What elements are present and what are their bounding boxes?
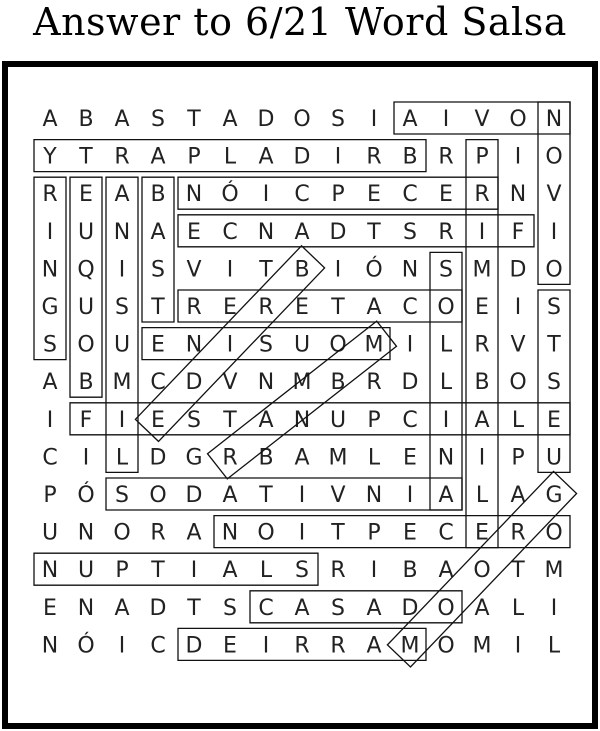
grid-letter-r2-c3: B [150, 182, 166, 208]
grid-letter-r2-c1: E [79, 182, 93, 208]
grid-letter-r0-c1: B [78, 107, 94, 132]
grid-letter-r3-c1: U [77, 219, 95, 245]
grid-letter-r4-c6: T [259, 257, 273, 283]
grid-letter-r5-c7: E [295, 295, 309, 320]
grid-letter-r13-c9: A [366, 595, 382, 621]
grid-letter-r14-c0: N [41, 633, 59, 659]
grid-letter-r1-c10: B [402, 144, 418, 170]
answer-box-casado [250, 591, 462, 623]
grid-letter-r0-c14: N [545, 107, 563, 132]
grid-letter-r13-c2: A [114, 595, 130, 621]
answer-box-nuptials [34, 553, 318, 585]
grid-letter-r10-c14: G [545, 483, 563, 508]
grid-letter-r14-c9: A [366, 633, 382, 659]
grid-letter-r6-c1: O [77, 332, 95, 358]
grid-letter-r2-c14: V [546, 182, 562, 208]
grid-letter-r4-c4: V [186, 257, 202, 283]
grid-letter-r13-c4: T [187, 595, 201, 621]
grid-letter-r6-c8: O [329, 332, 347, 358]
grid-letter-r10-c12: L [475, 483, 489, 508]
grid-letter-r6-c0: S [43, 332, 57, 358]
grid-letter-r2-c11: E [439, 182, 453, 208]
grid-letter-r2-c9: E [367, 182, 381, 208]
grid-letter-r5-c14: S [547, 295, 561, 320]
grid-letter-r13-c0: E [43, 595, 57, 621]
grid-letter-r12-c10: B [402, 558, 418, 584]
grid-letter-r8-c8: U [329, 407, 347, 433]
grid-letter-r9-c3: D [149, 445, 167, 471]
grid-letter-r11-c0: U [41, 520, 59, 546]
grid-letter-r3-c10: S [403, 219, 417, 245]
grid-letter-r11-c3: R [150, 520, 166, 546]
grid-letter-r1-c8: I [334, 144, 342, 170]
grid-letter-r4-c3: S [151, 257, 165, 283]
grid-letter-r13-c5: S [223, 595, 237, 621]
grid-letter-r7-c0: A [42, 370, 58, 396]
grid-letter-r2-c10: C [402, 182, 418, 208]
grid-letter-r10-c7: I [298, 483, 306, 508]
grid-letter-r14-c8: R [330, 633, 346, 659]
grid-letter-r2-c8: P [331, 182, 345, 208]
grid-letter-r2-c12: R [474, 182, 490, 208]
grid-letter-r8-c7: N [293, 407, 311, 433]
grid-letter-r3-c9: T [367, 219, 381, 245]
grid-letter-r3-c5: C [222, 219, 238, 245]
grid-letter-r11-c7: I [298, 520, 306, 546]
grid-letter-r5-c0: G [41, 295, 59, 320]
grid-letter-r4-c9: Ó [365, 257, 383, 283]
grid-letter-r7-c11: L [439, 370, 453, 396]
grid-letter-r7-c12: B [474, 370, 490, 396]
grid-letter-r6-c2: U [113, 332, 131, 358]
grid-letter-r8-c10: C [402, 407, 418, 433]
grid-letter-r2-c6: I [262, 182, 270, 208]
grid-letter-r8-c6: A [258, 407, 274, 433]
grid-letter-r5-c3: T [151, 295, 165, 320]
grid-letter-r12-c6: L [259, 558, 273, 584]
grid-letter-r13-c7: A [294, 595, 310, 621]
grid-letter-r3-c6: N [257, 219, 275, 245]
grid-letter-r10-c5: A [222, 483, 238, 508]
grid-letter-r14-c10: M [400, 633, 420, 659]
grid-letter-r10-c11: A [438, 483, 454, 508]
grid-letter-r13-c8: S [331, 595, 345, 621]
grid-letter-r6-c12: R [474, 332, 490, 358]
grid-letter-r10-c0: P [43, 483, 57, 508]
grid-letter-r6-c5: I [226, 332, 234, 358]
grid-letter-r9-c7: A [294, 445, 310, 471]
grid-letter-r12-c3: T [151, 558, 165, 584]
grid-letter-r0-c11: I [442, 107, 450, 132]
grid-letter-r14-c5: E [223, 633, 237, 659]
grid-letter-r14-c13: I [514, 633, 522, 659]
grid-letter-r13-c13: L [511, 595, 525, 621]
grid-letter-r7-c5: V [222, 370, 238, 396]
grid-letter-r0-c7: O [293, 107, 311, 132]
grid-letter-r9-c2: L [115, 445, 129, 471]
grid-letter-r9-c14: U [545, 445, 563, 471]
grid-letter-r10-c6: T [259, 483, 273, 508]
grid-letter-r0-c6: D [257, 107, 275, 132]
grid-letter-r8-c2: I [118, 407, 126, 433]
grid-letter-r13-c1: N [77, 595, 95, 621]
grid-letter-r6-c11: L [439, 332, 453, 358]
grid-letter-r11-c11: C [438, 520, 454, 546]
grid-letter-r9-c1: I [82, 445, 90, 471]
grid-letter-r4-c8: I [334, 257, 342, 283]
grid-letter-r4-c12: M [472, 257, 492, 283]
grid-letter-r1-c3: A [150, 144, 166, 170]
grid-letter-r5-c10: C [402, 295, 418, 320]
grid-letter-r8-c9: P [367, 407, 381, 433]
grid-letter-r4-c10: N [401, 257, 419, 283]
grid-letter-r6-c14: T [547, 332, 561, 358]
grid-letter-r11-c10: E [403, 520, 417, 546]
grid-letter-r10-c8: V [330, 483, 346, 508]
grid-letter-r14-c4: D [185, 633, 203, 659]
grid-letter-r3-c0: I [46, 219, 54, 245]
grid-letter-r6-c13: V [510, 332, 526, 358]
grid-letter-r1-c1: T [79, 144, 93, 170]
grid-letter-r12-c5: A [222, 558, 238, 584]
grid-letter-r14-c7: R [294, 633, 310, 659]
grid-letter-r12-c8: R [330, 558, 346, 584]
grid-letter-r1-c13: I [514, 144, 522, 170]
grid-letter-r9-c0: C [42, 445, 58, 471]
grid-letter-r5-c12: E [475, 295, 489, 320]
grid-letter-r0-c10: A [402, 107, 418, 132]
grid-letter-r13-c10: D [401, 595, 419, 621]
grid-letter-r8-c5: T [223, 407, 237, 433]
grid-letter-r6-c7: U [293, 332, 311, 358]
grid-letter-r8-c13: L [511, 407, 525, 433]
grid-letter-r14-c14: L [547, 633, 561, 659]
grid-letter-r10-c10: I [406, 483, 414, 508]
grid-letter-r1-c2: R [114, 144, 130, 170]
grid-letter-r10-c1: Ó [77, 483, 95, 508]
grid-letter-r14-c2: I [118, 633, 126, 659]
grid-letter-r4-c2: I [118, 257, 126, 283]
grid-letter-r9-c6: B [258, 445, 274, 471]
grid-letter-r3-c13: F [511, 219, 525, 245]
grid-letter-r7-c10: D [401, 370, 419, 396]
grid-letter-r8-c11: I [442, 407, 450, 433]
grid-letter-r11-c4: A [186, 520, 202, 546]
grid-letter-r4-c0: N [41, 257, 59, 283]
grid-letter-r12-c12: O [473, 558, 491, 584]
grid-letter-r1-c12: P [475, 144, 489, 170]
grid-letter-r11-c13: R [510, 520, 526, 546]
grid-letter-r7-c8: B [330, 370, 346, 396]
grid-letter-r13-c11: O [437, 595, 455, 621]
grid-letter-r0-c4: T [187, 107, 201, 132]
grid-letter-r2-c7: C [294, 182, 310, 208]
grid-letter-r14-c3: C [150, 633, 166, 659]
grid-letter-r11-c1: N [77, 520, 95, 546]
grid-letter-r2-c13: N [509, 182, 527, 208]
grid-letter-r5-c13: I [514, 295, 522, 320]
grid-letter-r6-c9: M [364, 332, 384, 358]
grid-letter-r12-c13: T [511, 558, 525, 584]
answer-box-fiestanupciale [70, 403, 570, 435]
grid-letter-r11-c9: P [367, 520, 381, 546]
grid-letter-r5-c5: E [223, 295, 237, 320]
grid-letter-r3-c3: A [150, 219, 166, 245]
grid-letter-r9-c9: L [367, 445, 381, 471]
grid-letter-r14-c11: O [437, 633, 455, 659]
grid-letter-r6-c3: E [151, 332, 165, 358]
grid-letter-r12-c9: I [370, 558, 378, 584]
grid-letter-r5-c11: O [437, 295, 455, 320]
grid-letter-r7-c1: B [78, 370, 94, 396]
grid-letter-r9-c11: N [437, 445, 455, 471]
grid-letter-r9-c13: P [511, 445, 525, 471]
grid-letter-r12-c7: S [295, 558, 309, 584]
grid-letter-r1-c14: O [545, 144, 563, 170]
grid-letter-r5-c2: S [115, 295, 129, 320]
grid-letter-r0-c5: A [222, 107, 238, 132]
grid-letter-r13-c14: I [550, 595, 558, 621]
grid-letter-r3-c8: D [329, 219, 347, 245]
grid-letter-r0-c0: A [42, 107, 58, 132]
grid-letter-r11-c5: N [221, 520, 239, 546]
grid-letter-r5-c4: R [186, 295, 202, 320]
grid-letter-r10-c4: D [185, 483, 203, 508]
grid-letter-r1-c0: Y [43, 144, 57, 170]
grid-letter-r0-c8: S [331, 107, 345, 132]
grid-letter-r10-c9: N [365, 483, 383, 508]
grid-letter-r13-c12: A [474, 595, 490, 621]
grid-letter-r0-c2: A [114, 107, 130, 132]
grid-letter-r3-c12: I [478, 219, 486, 245]
grid-letter-r11-c12: E [475, 520, 489, 546]
answer-box-reretaco [178, 290, 462, 322]
grid-letter-r2-c2: A [114, 182, 130, 208]
grid-letter-r7-c2: M [112, 370, 132, 396]
grid-letter-r6-c4: N [185, 332, 203, 358]
answer-box-euqub [70, 177, 102, 397]
grid-letter-r7-c13: O [509, 370, 527, 396]
grid-letter-r3-c2: N [113, 219, 131, 245]
grid-letter-r9-c5: R [222, 445, 238, 471]
grid-letter-r7-c9: R [366, 370, 382, 396]
grid-letter-r2-c0: R [42, 182, 58, 208]
grid-letter-r4-c5: I [226, 257, 234, 283]
grid-letter-r9-c12: I [478, 445, 486, 471]
puzzle-title: Answer to 6/21 Word Salsa [33, 0, 567, 44]
grid-letter-r1-c7: D [293, 144, 311, 170]
grid-letter-r0-c12: V [474, 107, 490, 132]
grid-letter-r11-c14: O [545, 520, 563, 546]
grid-letter-r8-c4: S [187, 407, 201, 433]
grid-letter-r10-c13: A [510, 483, 526, 508]
grid-letter-r3-c7: A [294, 219, 310, 245]
grid-letter-r13-c3: D [149, 595, 167, 621]
grid-letter-r4-c13: D [509, 257, 527, 283]
grid-letter-r10-c2: S [115, 483, 129, 508]
grid-letter-r4-c7: B [294, 257, 310, 283]
grid-letter-r12-c1: U [77, 558, 95, 584]
grid-letter-r8-c3: E [151, 407, 165, 433]
grid-letter-r0-c3: S [151, 107, 165, 132]
grid-letter-r2-c4: N [185, 182, 203, 208]
grid-letter-r7-c6: N [257, 370, 275, 396]
grid-letter-r11-c8: T [331, 520, 345, 546]
grid-letter-r4-c1: Q [77, 257, 95, 283]
grid-letter-r1-c4: P [187, 144, 201, 170]
grid-letter-r9-c8: M [328, 445, 348, 471]
grid-letter-r2-c5: Ó [221, 182, 239, 208]
grid-letter-r1-c5: L [223, 144, 237, 170]
grid-letter-r7-c7: M [292, 370, 312, 396]
grid-letter-r7-c4: D [185, 370, 203, 396]
grid-letter-r1-c9: R [366, 144, 382, 170]
grid-letter-r9-c10: E [403, 445, 417, 471]
grid-letter-r12-c11: A [438, 558, 454, 584]
grid-letter-r3-c11: R [438, 219, 454, 245]
grid-letter-r12-c0: N [41, 558, 59, 584]
grid-letter-r11-c6: O [257, 520, 275, 546]
grid-letter-r5-c8: T [331, 295, 345, 320]
grid-letter-r3-c4: E [187, 219, 201, 245]
grid-letter-r3-c14: I [550, 219, 558, 245]
grid-letter-r13-c6: C [258, 595, 274, 621]
grid-letter-r1-c11: R [438, 144, 454, 170]
grid-letter-r6-c10: I [406, 332, 414, 358]
grid-letter-r5-c1: U [77, 295, 95, 320]
grid-letter-r1-c6: A [258, 144, 274, 170]
grid-letter-r5-c6: R [258, 295, 274, 320]
grid-letter-r6-c6: S [259, 332, 273, 358]
grid-letter-r14-c1: Ó [77, 633, 95, 659]
grid-letter-r11-c2: O [113, 520, 131, 546]
grid-letter-r8-c14: E [547, 407, 561, 433]
grid-letter-r4-c11: S [439, 257, 453, 283]
grid-letter-r12-c4: I [190, 558, 198, 584]
grid-letter-r4-c14: O [545, 257, 563, 283]
grid-letter-r7-c14: S [547, 370, 561, 396]
grid-letter-r7-c3: C [150, 370, 166, 396]
grid-letter-r12-c2: P [115, 558, 129, 584]
grid-letter-r14-c6: I [262, 633, 270, 659]
grid-letter-r0-c13: O [509, 107, 527, 132]
grid-letter-r0-c9: I [370, 107, 378, 132]
grid-letter-r14-c12: M [472, 633, 492, 659]
grid-letter-r8-c0: I [46, 407, 54, 433]
grid-letter-r9-c4: G [185, 445, 203, 471]
grid-letter-r8-c1: F [79, 407, 93, 433]
grid-letter-r10-c3: O [149, 483, 167, 508]
grid-letter-r8-c12: A [474, 407, 490, 433]
grid-letter-r12-c14: M [544, 558, 564, 584]
grid-letter-r5-c9: A [366, 295, 382, 320]
